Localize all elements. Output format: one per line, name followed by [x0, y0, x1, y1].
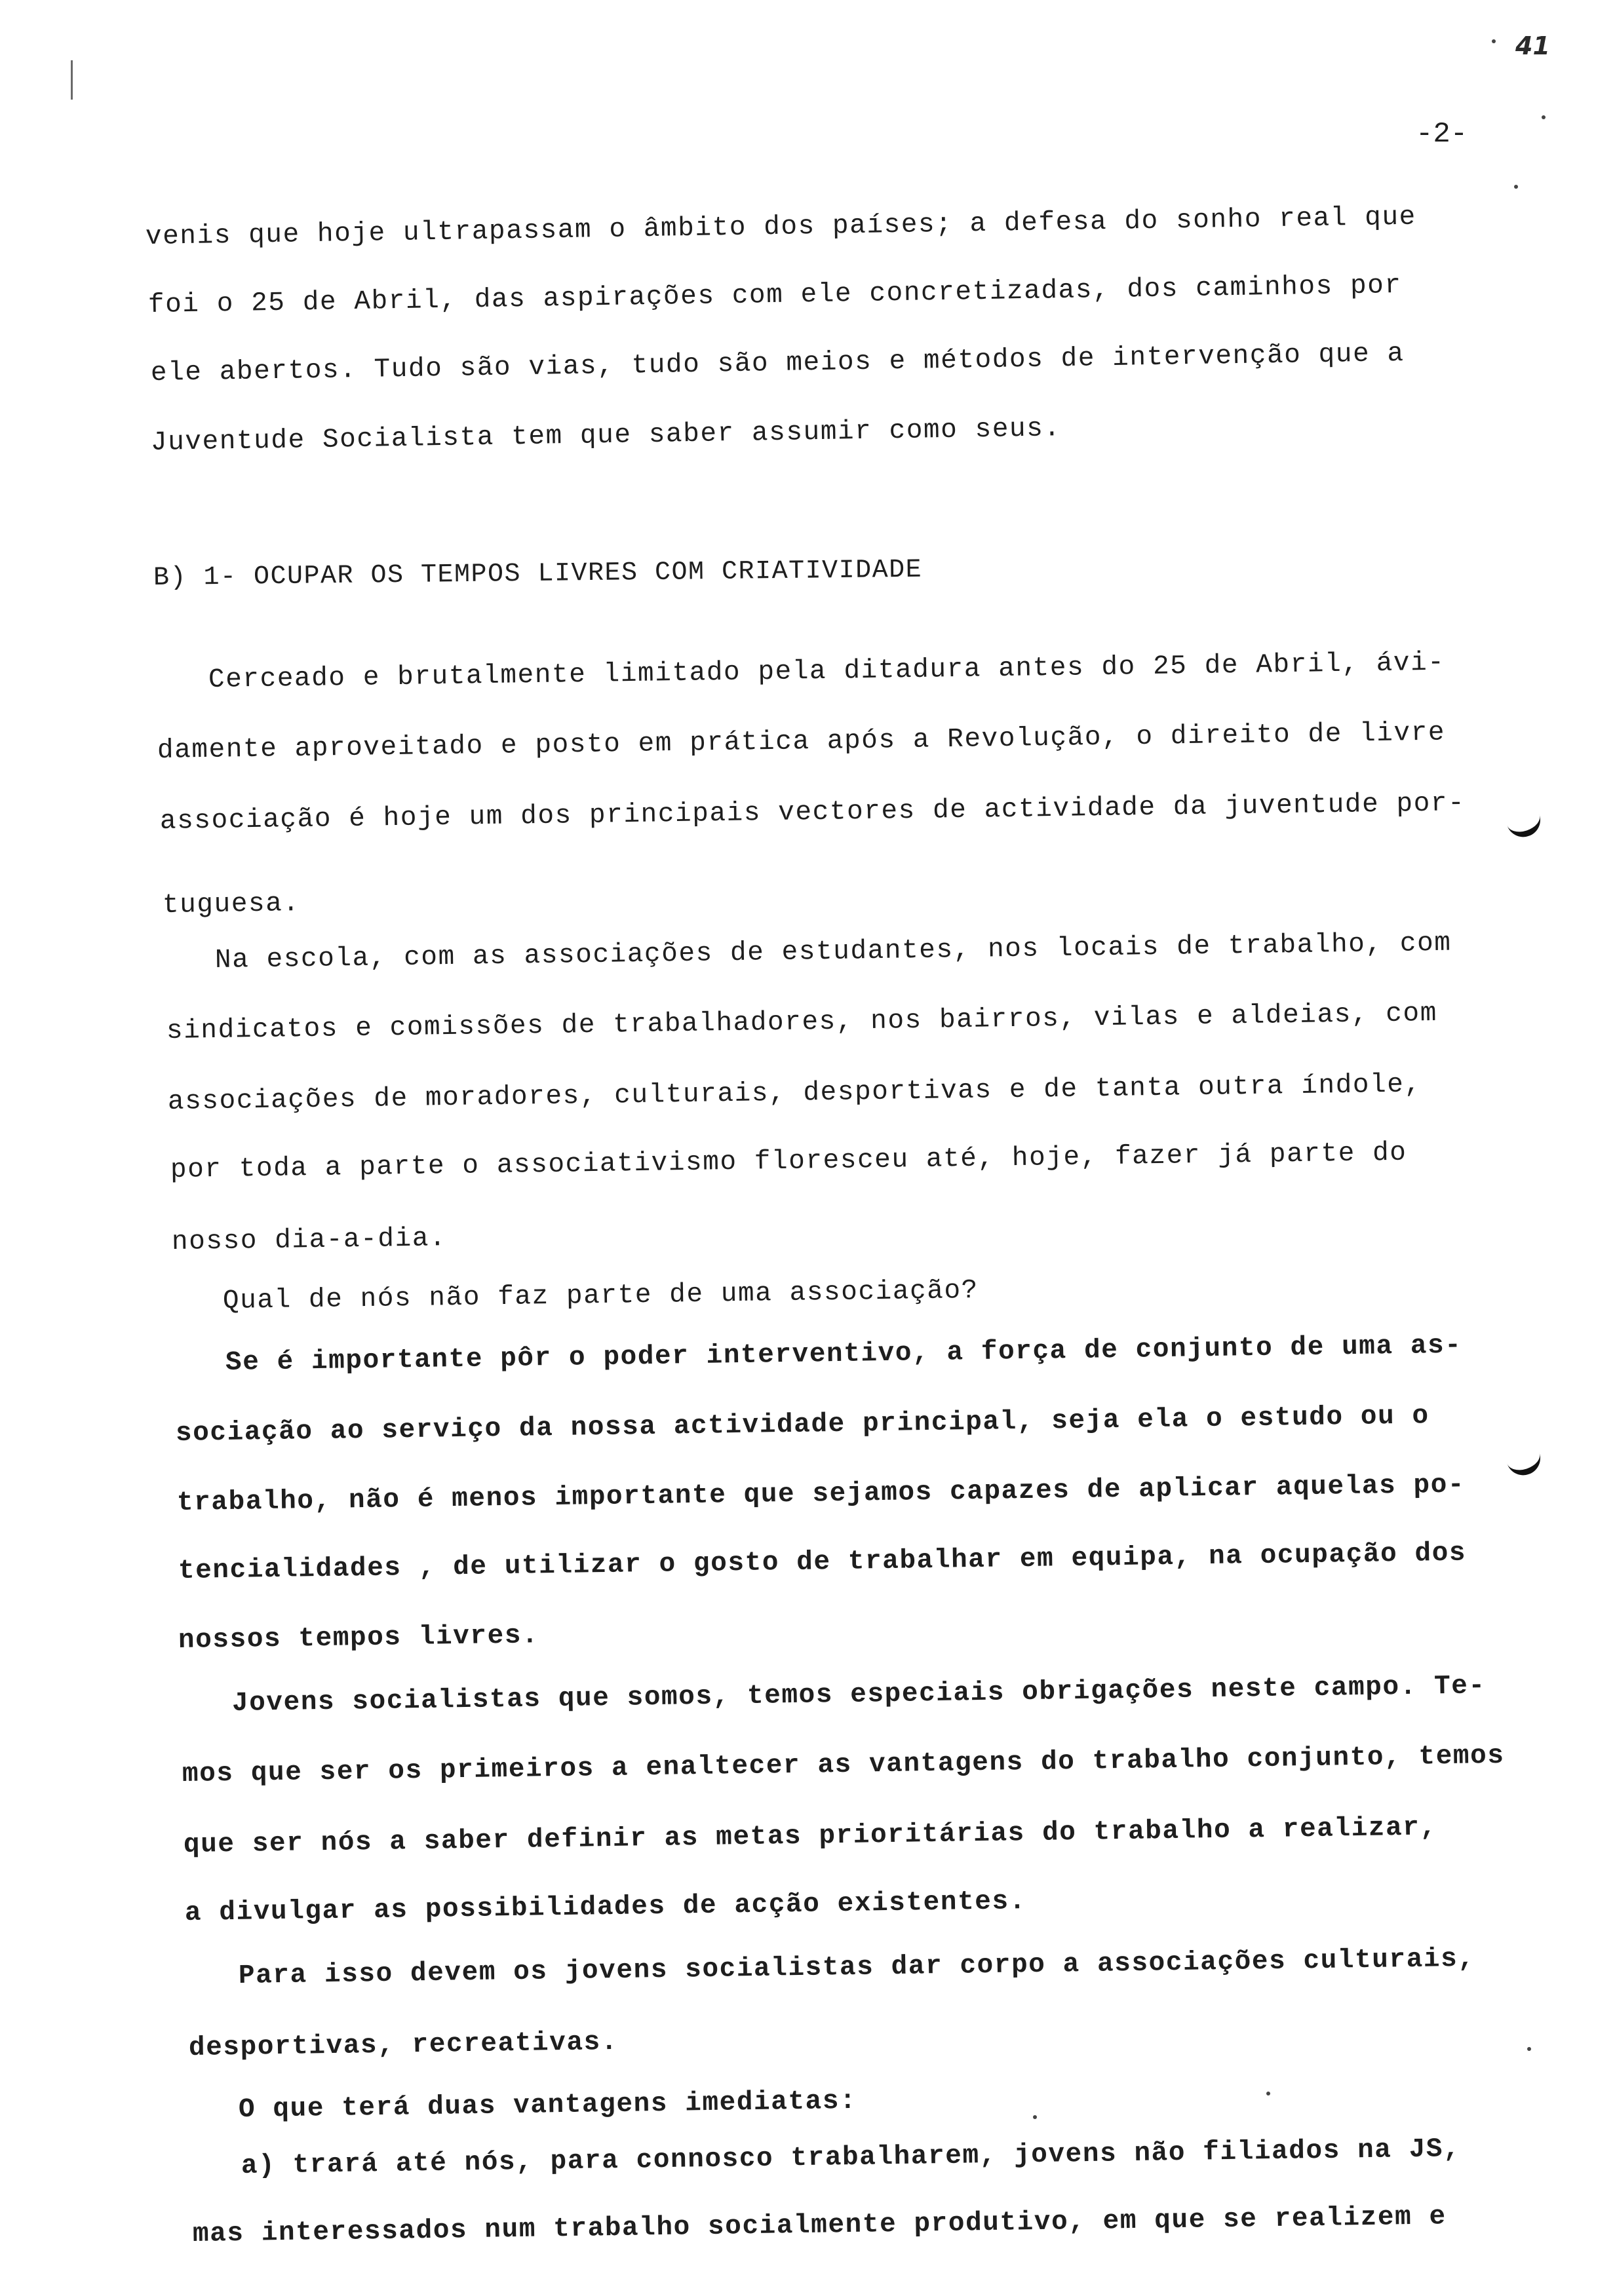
text-line: damente aproveitado e posto em prática após a Revolução, o direito de livre [157, 718, 1446, 766]
text-line: mas interessados num trabalho socialmente produtivo, em que se realizem e [192, 2202, 1447, 2249]
scan-speck [1542, 115, 1546, 119]
text-line: venis que hoje ultrapassam o âmbito dos países; a defesa do sonho real que [145, 202, 1417, 252]
text-line: sindicatos e comissões de trabalhadores, nos bairros, vilas e aldeias, com [166, 998, 1438, 1046]
text-line: Juventude Socialista tem que saber assumir como seus. [150, 413, 1061, 458]
text-line: sociação ao serviço da nossa actividade principal, seja ela o estudo ou o [175, 1401, 1430, 1449]
text-line: associações de moradores, culturais, desportivas e de tanta outra índole, [167, 1069, 1422, 1117]
text-line: desportivas, recreativas. [188, 2027, 619, 2063]
margin-rule [71, 60, 73, 100]
scan-speck [1266, 2092, 1270, 2095]
text-line: que ser nós a saber definir as metas prioritárias do trabalho a realizar, [183, 1812, 1438, 1860]
text-line: foi o 25 de Abril, das aspirações com ele concretizadas, dos caminhos por [147, 270, 1403, 320]
text-line: Se é importante pôr o poder interventivo, a força de conjunto de uma as- [225, 1330, 1462, 1378]
text-line: tuguesa. [162, 889, 300, 921]
scan-speck [1492, 39, 1496, 43]
scan-speck [1527, 2047, 1531, 2051]
text-line: nossos tempos livres. [178, 1620, 539, 1656]
text-line: associação é hoje um dos principais vectores de actividade da juventude por- [159, 788, 1466, 837]
text-line: mos que ser os primeiros a enaltecer as vantagens do trabalho conjunto, temos [182, 1740, 1505, 1789]
margin-check-mark [1504, 807, 1545, 841]
text-line: tencialidades , de utilizar o gosto de trabalhar em equipa, na ocupação dos [178, 1538, 1467, 1586]
section-heading: B) 1- OCUPAR OS TEMPOS LIVRES COM CRIATIVIDADE [153, 555, 923, 593]
margin-check-mark [1504, 1445, 1545, 1480]
text-line: Jovens socialistas que somos, temos especiais obrigações neste campo. Te- [231, 1671, 1487, 1719]
text-line: Cerceado e brutalmente limitado pela ditadura antes do 25 de Abril, ávi- [208, 647, 1445, 695]
text-line: O que terá duas vantagens imediatas: [238, 2086, 857, 2125]
text-line: a divulgar as possibilidades de acção existentes. [184, 1886, 1027, 1928]
folio-number: 41 [1515, 31, 1550, 60]
scan-speck [1514, 185, 1518, 189]
text-line: trabalho, não é menos importante que sejamos capazes de aplicar aquelas po- [176, 1470, 1466, 1518]
text-line: Qual de nós não faz parte de uma associação? [222, 1275, 979, 1316]
text-line: ele abertos. Tudo são vias, tudo são meios e métodos de intervenção que a [150, 338, 1405, 389]
text-line: por toda a parte o associativismo floresceu até, hoje, fazer já parte do [170, 1138, 1407, 1185]
scan-speck [1033, 2115, 1037, 2119]
page-number: -2- [1416, 118, 1468, 151]
text-line: Na escola, com as associações de estudantes, nos locais de trabalho, com [214, 928, 1452, 976]
text-line: nosso dia-a-dia. [171, 1223, 447, 1257]
text-line: a) trará até nós, para connosco trabalharem, jovens não filiados na JS, [241, 2134, 1461, 2181]
text-line: Para isso devem os jovens socialistas dar corpo a associações culturais, [238, 1943, 1475, 1991]
